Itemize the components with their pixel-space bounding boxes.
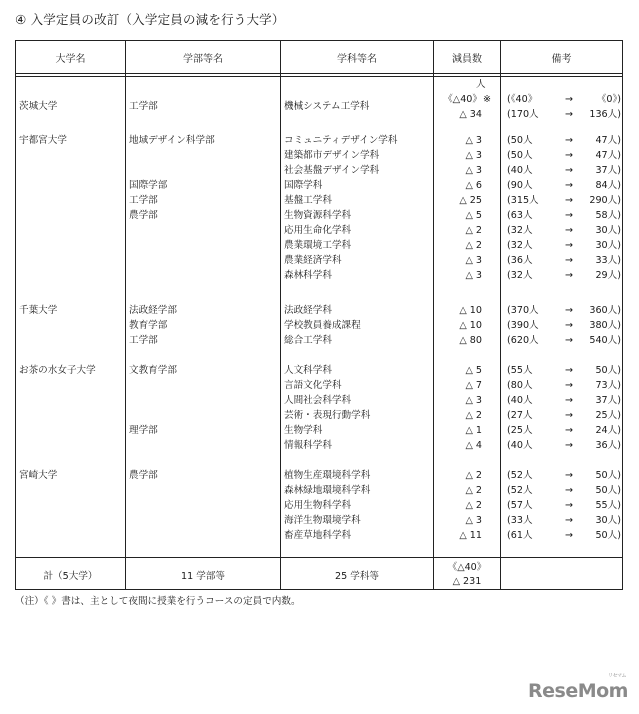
remark-arrow: → — [565, 109, 574, 120]
remark-arrow: → — [565, 240, 574, 251]
reduction-value: △ 80 — [459, 335, 482, 346]
resemom-logo — [528, 673, 628, 702]
department-name: 人文科学科 — [284, 365, 332, 376]
remark-to: 84人) — [595, 180, 621, 191]
remark-arrow: → — [565, 365, 574, 376]
remark-from: (55人 — [507, 365, 533, 376]
faculty-name: 工学部 — [129, 335, 158, 346]
remark-from: (32人 — [507, 240, 533, 251]
remark-arrow: → — [565, 165, 574, 176]
total-department: 25 学科等 — [334, 570, 380, 582]
remark-from: (25人 — [507, 425, 533, 436]
remark-to: 47人) — [595, 150, 621, 161]
remark-arrow: → — [565, 135, 574, 146]
remark-from: (315人 — [507, 195, 539, 206]
faculty-name: 農学部 — [129, 470, 158, 481]
reduction-value: △ 3 — [465, 255, 482, 266]
remark-from: (50人 — [507, 150, 533, 161]
remark-arrow: → — [565, 500, 574, 511]
remark-to: 50人) — [595, 470, 621, 481]
remark-arrow: → — [565, 395, 574, 406]
remark-arrow: → — [565, 150, 574, 161]
remark-arrow: → — [565, 485, 574, 496]
department-name: 生物学科 — [284, 425, 323, 436]
reduction-value: △ 10 — [459, 305, 482, 316]
remark-from: (57人 — [507, 500, 533, 511]
header-reduction: 減員数 — [452, 54, 482, 65]
faculty-name: 教育学部 — [129, 320, 168, 331]
university-name: お茶の水女子大学 — [19, 365, 96, 376]
remark-from: (90人 — [507, 180, 533, 191]
remark-arrow: → — [565, 470, 574, 481]
university-name: 宇都宮大学 — [19, 135, 67, 146]
department-name: 森林緑地環境科学科 — [284, 485, 371, 496]
department-name: 農業環境工学科 — [284, 240, 352, 251]
total-reduction-night: 《△40》 — [447, 561, 487, 573]
remark-to: 50人) — [595, 365, 621, 376]
department-name: 森林科学科 — [284, 270, 332, 281]
department-name: 海洋生物環境学科 — [284, 515, 361, 526]
remark-to: 136人) — [589, 109, 621, 120]
reduction-value: △ 3 — [465, 395, 482, 406]
reduction-value: △ 10 — [459, 320, 482, 331]
remark-to: 33人) — [595, 255, 621, 266]
header-university: 大学名 — [55, 54, 86, 65]
faculty-name: 農学部 — [129, 210, 158, 221]
reduction-value: △ 5 — [465, 365, 482, 376]
remark-to: 37人) — [595, 395, 621, 406]
remark-night-to: 《0》) — [596, 94, 621, 105]
remark-arrow: → — [565, 225, 574, 236]
reduction-value: △ 5 — [465, 210, 482, 221]
unit-mark: 人 — [476, 79, 486, 90]
reduction-value: △ 3 — [465, 165, 482, 176]
remark-arrow: → — [565, 410, 574, 421]
remark-to: 36人) — [595, 440, 621, 451]
department-name: 法政経学科 — [284, 305, 332, 316]
remark-to: 37人) — [595, 165, 621, 176]
reduction-value: △ 2 — [465, 410, 482, 421]
remark-arrow: → — [565, 210, 574, 221]
department-name: 機械システム工学科 — [284, 101, 370, 112]
university-name: 千葉大学 — [19, 305, 58, 316]
remark-from: (170人 — [507, 109, 539, 120]
department-name: 学校教員養成課程 — [284, 320, 361, 331]
remark-arrow: → — [565, 425, 574, 436]
remark-from: (40人 — [507, 440, 533, 451]
remark-to: 55人) — [595, 500, 621, 511]
department-name: 言語文化学科 — [284, 380, 342, 391]
remark-arrow: → — [565, 380, 574, 391]
reduction-value: △ 2 — [465, 240, 482, 251]
remark-from: (40人 — [507, 395, 533, 406]
reduction-value: △ 25 — [459, 195, 482, 206]
faculty-name: 地域デザイン科学部 — [129, 135, 215, 146]
reduction-value: △ 2 — [465, 470, 482, 481]
remark-from: (32人 — [507, 225, 533, 236]
remark-to: 29人) — [595, 270, 621, 281]
remark-arrow: → — [565, 255, 574, 266]
total-faculty: 11 学部等 — [180, 570, 226, 582]
divider — [500, 41, 501, 589]
department-name: 植物生産環境科学科 — [284, 470, 371, 481]
remark-from: (52人 — [507, 485, 533, 496]
department-name: 応用生命化学科 — [284, 225, 352, 236]
reduction-value: △ 2 — [465, 485, 482, 496]
logo-ruby: リセマム — [608, 673, 626, 679]
logo-text: ReseMom — [528, 680, 628, 702]
remark-from: (390人 — [507, 320, 539, 331]
remark-night-from: (《40》 — [507, 94, 538, 105]
divider — [125, 41, 126, 589]
remark-to: 30人) — [595, 240, 621, 251]
total-reduction-value: △ 231 — [452, 575, 482, 587]
department-name: 芸術・表現行動学科 — [284, 410, 371, 421]
department-name: 国際学科 — [284, 180, 323, 191]
remark-from: (27人 — [507, 410, 533, 421]
faculty-name: 国際学部 — [129, 180, 168, 191]
remark-arrow: → — [565, 180, 574, 191]
remark-from: (36人 — [507, 255, 533, 266]
remark-to: 30人) — [595, 515, 621, 526]
remark-to: 30人) — [595, 225, 621, 236]
faculty-name: 法政経学部 — [129, 305, 177, 316]
remark-to: 58人) — [595, 210, 621, 221]
remark-to: 380人) — [589, 320, 621, 331]
remark-arrow: → — [565, 94, 574, 105]
reduction-value: △ 2 — [465, 500, 482, 511]
reduction-note-mark: ※ — [483, 94, 492, 105]
reduction-value: △ 6 — [465, 180, 482, 191]
remark-from: (50人 — [507, 135, 533, 146]
reduction-value: △ 2 — [465, 225, 482, 236]
reduction-value: △ 3 — [465, 515, 482, 526]
remark-arrow: → — [565, 530, 574, 541]
remark-arrow: → — [565, 195, 574, 206]
reduction-value: △ 7 — [465, 380, 482, 391]
faculty-name: 工学部 — [129, 195, 158, 206]
department-name: 農業経済学科 — [284, 255, 342, 266]
department-name: 畜産草地科学科 — [284, 530, 352, 541]
faculty-name: 工学部 — [129, 101, 158, 112]
remark-from: (61人 — [507, 530, 533, 541]
remark-from: (52人 — [507, 470, 533, 481]
remark-to: 47人) — [595, 135, 621, 146]
department-name: 基盤工学科 — [284, 195, 332, 206]
department-name: 応用生物科学科 — [284, 500, 352, 511]
reduction-value: △ 3 — [465, 135, 482, 146]
divider — [280, 41, 281, 589]
remark-arrow: → — [565, 515, 574, 526]
remark-to: 73人) — [595, 380, 621, 391]
department-name: 生物資源科学科 — [284, 210, 352, 221]
faculty-name: 理学部 — [129, 425, 158, 436]
reduction-night: 《△40》 — [443, 94, 482, 105]
remark-to: 50人) — [595, 530, 621, 541]
university-name: 茨城大学 — [19, 101, 58, 112]
remark-to: 540人) — [589, 335, 621, 346]
footnote: （注）《 》書は、主として夜間に授業を行うコースの定員で内数。 — [15, 596, 301, 607]
remark-from: (620人 — [507, 335, 539, 346]
remark-to: 24人) — [595, 425, 621, 436]
reduction-value: △ 4 — [465, 440, 482, 451]
department-name: コミュニティデザイン学科 — [284, 135, 398, 146]
remark-arrow: → — [565, 270, 574, 281]
reduction-value: △ 34 — [459, 109, 482, 120]
department-name: 建築都市デザイン学科 — [284, 150, 380, 161]
remark-arrow: → — [565, 320, 574, 331]
department-name: 人間社会科学科 — [284, 395, 352, 406]
department-name: 総合工学科 — [284, 335, 332, 346]
reduction-value: △ 1 — [465, 425, 482, 436]
remark-to: 360人) — [589, 305, 621, 316]
remark-arrow: → — [565, 335, 574, 346]
remark-arrow: → — [565, 305, 574, 316]
reduction-value: △ 3 — [465, 270, 482, 281]
department-name: 情報科学科 — [284, 440, 332, 451]
reduction-value: △ 11 — [459, 530, 482, 541]
total-university: 計（5大学） — [43, 570, 98, 582]
remark-from: (33人 — [507, 515, 533, 526]
remark-to: 290人) — [589, 195, 621, 206]
header-faculty: 学部等名 — [183, 54, 223, 65]
total-reduction — [434, 558, 500, 591]
remark-arrow: → — [565, 440, 574, 451]
university-name: 宮崎大学 — [19, 470, 58, 481]
remark-from: (370人 — [507, 305, 539, 316]
reduction-value: △ 3 — [465, 150, 482, 161]
remark-from: (40人 — [507, 165, 533, 176]
remark-to: 50人) — [595, 485, 621, 496]
divider — [16, 76, 622, 77]
remark-from: (32人 — [507, 270, 533, 281]
remark-to: 25人) — [595, 410, 621, 421]
remark-from: (80人 — [507, 380, 533, 391]
admission-capacity-table — [15, 40, 623, 590]
page-title: ④ 入学定員の改訂（入学定員の減を行う大学） — [15, 12, 285, 27]
remark-from: (63人 — [507, 210, 533, 221]
header-remarks: 備考 — [551, 54, 572, 65]
faculty-name: 文教育学部 — [129, 365, 177, 376]
header-department: 学科等名 — [337, 54, 377, 65]
department-name: 社会基盤デザイン学科 — [284, 165, 380, 176]
